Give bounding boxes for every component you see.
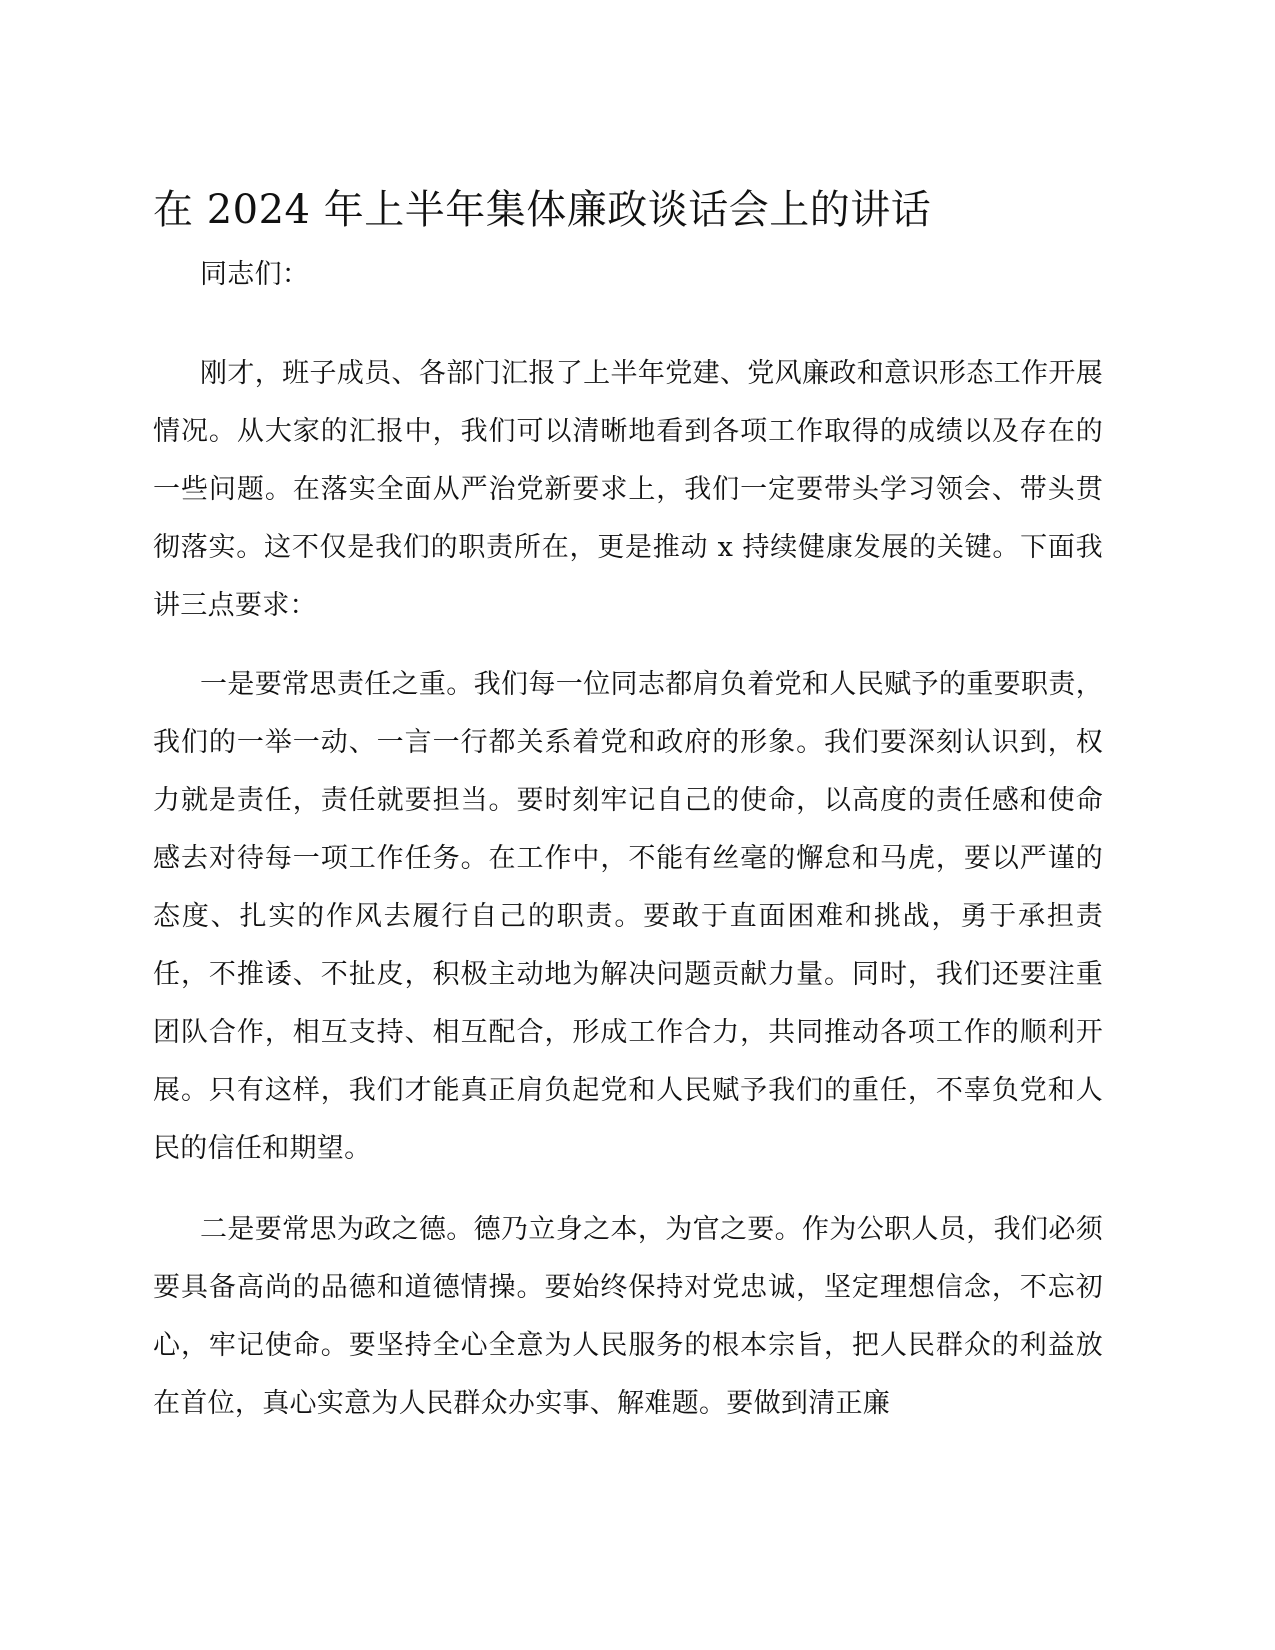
salutation: 同志们：	[200, 259, 310, 290]
document-title: 在 2024 年上半年集体廉政谈话会上的讲话	[153, 187, 932, 233]
paragraph-intro: 刚才，班子成员、各部门汇报了上半年党建、党风廉政和意识形态工作开展情况。从大家的汇报中，我们可以清晰地看到各项工作取得的成绩以及存在的一些问题。在落实全面从严治党新要求上，我们一定要带头学习领会、带头贯彻落实。这不仅是我们的职责所在，更是推动 x 持续健康发展的关键。下面我讲三点要求：	[153, 358, 1103, 621]
paragraph-responsibility: 一是要常思责任之重。我们每一位同志都肩负着党和人民赋予的重要职责，我们的一举一动、一言一行都关系着党和政府的形象。我们要深刻认识到，权力就是责任，责任就要担当。要时刻牢记自己的使命，以高度的责任感和使命感去对待每一项工作任务。在工作中，不能有丝毫的懈怠和马虎，要以严谨的态度、扎实的作风去履行自己的职责。要敢于直面困难和挑战，勇于承担责任，不推诿、不扯皮，积极主动地为解决问题贡献力量。同时，我们还要注重团队合作，相互支持、相互配合，形成工作合力，共同推动各项工作的顺利开展。只有这样，我们才能真正肩负起党和人民赋予我们的重任，不辜负党和人民的信任和期望。	[153, 669, 1103, 1164]
paragraph-virtue: 二是要常思为政之德。德乃立身之本，为官之要。作为公职人员，我们必须要具备高尚的品德和道德情操。要始终保持对党忠诚，坚定理想信念，不忘初心，牢记使命。要坚持全心全意为人民服务的根本宗旨，把人民群众的利益放在首位，真心实意为人民群众办实事、解难题。要做到清正廉	[153, 1214, 1103, 1419]
